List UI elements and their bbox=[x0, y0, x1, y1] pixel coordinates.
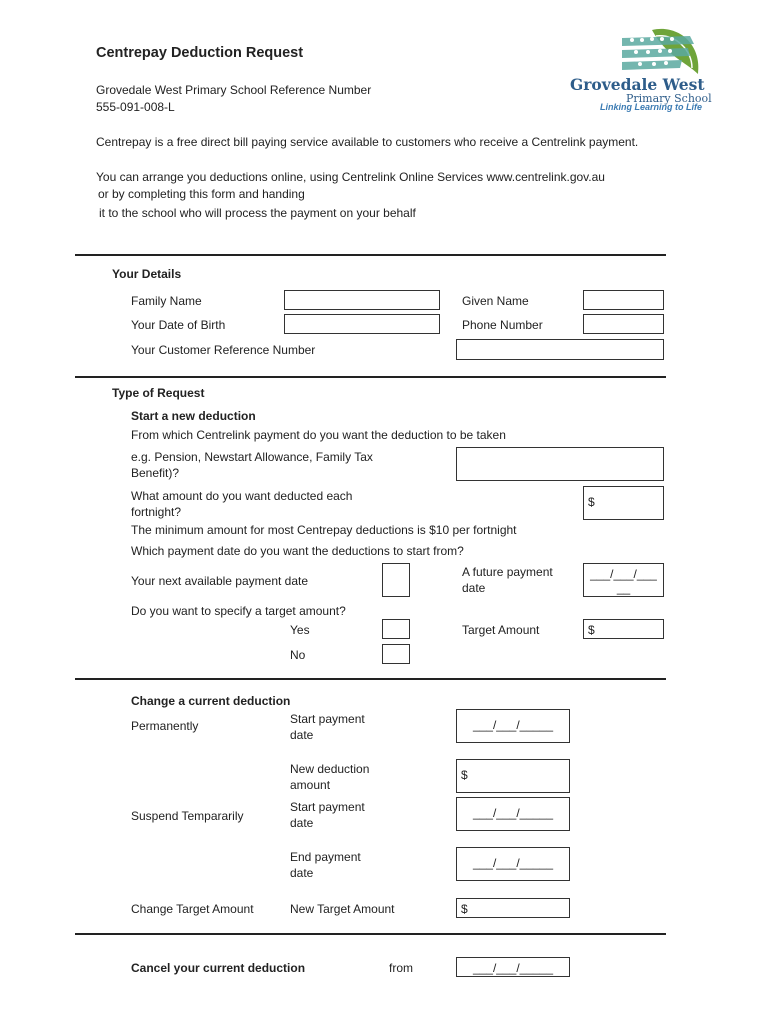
date-placeholder: ___/___/_____ bbox=[472, 718, 554, 732]
no-label: No bbox=[290, 648, 306, 662]
future-date-placeholder-2: __ bbox=[616, 581, 631, 595]
future-date-label-2: date bbox=[462, 581, 486, 595]
change-deduction-heading: Change a current deduction bbox=[131, 694, 291, 708]
reference-label: Grovedale West Primary School Reference Number bbox=[96, 83, 372, 97]
no-checkbox[interactable] bbox=[382, 644, 410, 664]
new-amount-field[interactable] bbox=[456, 759, 570, 793]
cancel-deduction-heading: Cancel your current deduction bbox=[131, 961, 306, 975]
crn-field[interactable] bbox=[456, 339, 664, 360]
payment-example-1: e.g. Pension, Newstart Allowance, Family Tax bbox=[131, 450, 373, 464]
date-placeholder: ___/___/_____ bbox=[472, 856, 554, 870]
family-name-field[interactable] bbox=[284, 290, 440, 310]
given-name-field[interactable] bbox=[583, 290, 664, 310]
end-date-label-2: date bbox=[290, 866, 314, 880]
dollar-prefix: $ bbox=[461, 902, 468, 916]
divider bbox=[75, 376, 666, 378]
suspend-label: Suspend Tempararily bbox=[131, 809, 244, 823]
next-date-checkbox[interactable] bbox=[382, 563, 410, 597]
amount-question-2: fortnight? bbox=[131, 505, 182, 519]
logo-tagline: Linking Learning to Life bbox=[600, 102, 702, 112]
cancel-from-label: from bbox=[389, 961, 413, 975]
date-placeholder: ___/___/_____ bbox=[472, 961, 554, 975]
yes-checkbox[interactable] bbox=[382, 619, 410, 639]
new-amount-label-1: New deduction bbox=[290, 762, 370, 776]
your-details-heading: Your Details bbox=[112, 267, 182, 281]
dollar-prefix: $ bbox=[588, 623, 595, 637]
dollar-prefix: $ bbox=[588, 495, 595, 509]
divider bbox=[75, 933, 666, 935]
permanent-start-date-field[interactable] bbox=[456, 709, 570, 743]
which-date-question: Which payment date do you want the deductions to start from? bbox=[131, 544, 464, 558]
new-deduction-heading: Start a new deduction bbox=[131, 409, 256, 423]
payment-type-field[interactable] bbox=[456, 447, 664, 481]
new-target-label: New Target Amount bbox=[290, 902, 395, 916]
start-date-label-2: date bbox=[290, 728, 314, 742]
reference-number: 555-091-008-L bbox=[96, 100, 175, 114]
target-amount-field[interactable] bbox=[583, 619, 664, 639]
page-title: Centrepay Deduction Request bbox=[96, 45, 304, 61]
payment-example-2: Benefit)? bbox=[131, 466, 180, 480]
intro-text: Centrepay is a free direct bill paying service available to customers who receive a Centrelink payment. bbox=[96, 135, 639, 149]
suspend-start-label-2: date bbox=[290, 816, 314, 830]
crn-label: Your Customer Reference Number bbox=[131, 343, 316, 357]
divider bbox=[75, 254, 666, 256]
arrange-text-3: it to the school who will process the payment on your behalf bbox=[99, 206, 416, 220]
future-date-label-1: A future payment bbox=[462, 565, 553, 579]
phone-field[interactable] bbox=[583, 314, 664, 334]
next-date-label: Your next available payment date bbox=[131, 574, 309, 588]
logo-sub: Primary School bbox=[626, 92, 712, 105]
minimum-amount-note: The minimum amount for most Centrepay deductions is $10 per fortnight bbox=[131, 523, 517, 537]
which-payment-text: From which Centrelink payment do you want the deduction to be taken bbox=[131, 428, 506, 442]
change-target-label: Change Target Amount bbox=[131, 902, 254, 916]
new-target-field[interactable] bbox=[456, 898, 570, 918]
amount-question-1: What amount do you want deducted each bbox=[131, 489, 353, 503]
dob-label: Your Date of Birth bbox=[131, 318, 226, 332]
permanently-label: Permanently bbox=[131, 719, 199, 733]
school-logo bbox=[560, 22, 710, 114]
arrange-text-2: or by completing this form and handing bbox=[98, 187, 305, 201]
suspend-start-label-1: Start payment bbox=[290, 800, 365, 814]
leaf-people-icon bbox=[560, 22, 710, 82]
target-amount-label: Target Amount bbox=[462, 623, 540, 637]
type-of-request-heading: Type of Request bbox=[112, 386, 205, 400]
dollar-prefix: $ bbox=[461, 768, 468, 782]
cancel-date-field[interactable] bbox=[456, 957, 570, 977]
given-name-label: Given Name bbox=[462, 294, 529, 308]
yes-label: Yes bbox=[290, 623, 310, 637]
future-date-field[interactable] bbox=[583, 563, 664, 597]
suspend-end-date-field[interactable] bbox=[456, 847, 570, 881]
logo-name: Grovedale West bbox=[570, 75, 705, 94]
phone-label: Phone Number bbox=[462, 318, 543, 332]
fortnight-amount-field[interactable] bbox=[583, 486, 664, 520]
date-placeholder: ___/___/_____ bbox=[472, 806, 554, 820]
new-amount-label-2: amount bbox=[290, 778, 331, 792]
target-amount-question: Do you want to specify a target amount? bbox=[131, 604, 346, 618]
suspend-start-date-field[interactable] bbox=[456, 797, 570, 831]
future-date-placeholder-1: ___/___/___ bbox=[590, 567, 657, 581]
family-name-label: Family Name bbox=[131, 294, 202, 308]
dob-field[interactable] bbox=[284, 314, 440, 334]
start-date-label-1: Start payment bbox=[290, 712, 365, 726]
divider bbox=[75, 678, 666, 680]
arrange-text-1: You can arrange you deductions online, using Centrelink Online Services www.centrelink.gov.au bbox=[96, 170, 605, 184]
end-date-label-1: End payment bbox=[290, 850, 361, 864]
